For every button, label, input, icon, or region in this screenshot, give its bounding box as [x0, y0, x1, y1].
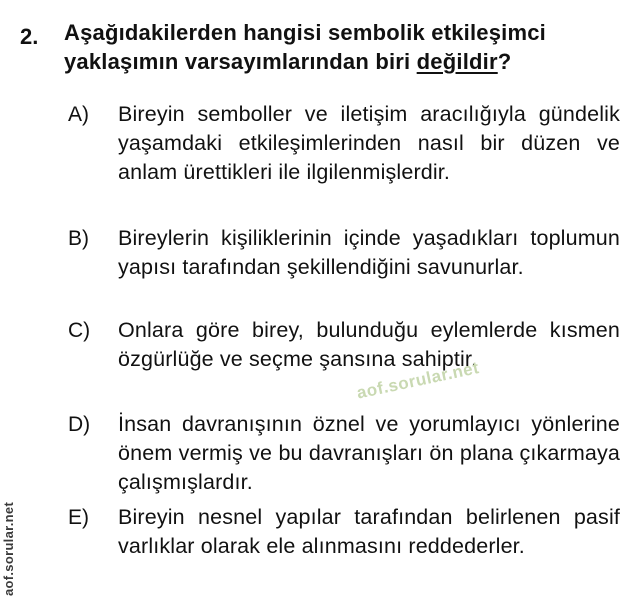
watermark-center: aof.sorular.net [355, 358, 481, 403]
option-text: İnsan davranışının öznel ve yorumlayıcı yönlerine önem vermiş ve bu davranışları ön plana çıkarmaya çalışmışlardır. [118, 412, 620, 494]
option-letter: B) [68, 227, 89, 250]
question-mark: ? [497, 49, 512, 74]
watermark-side: aof.sorular.net [1, 501, 16, 596]
option-text: Bireyin semboller ve iletişim aracılığıyla gündelik yaşamdaki etkileşimlerinden nasıl bir düzen ve anlam ürettikleri ile ilgilenmişlerdir. [118, 102, 620, 184]
option-letter: E) [68, 506, 89, 529]
option-text: Bireyin nesnel yapılar tarafından belirlenen pasif varlıklar olarak ele alınmasını reddederler. [118, 505, 620, 558]
question-number: 2. [20, 24, 39, 49]
option-letter: C) [68, 319, 91, 342]
option-text: Bireylerin kişiliklerinin içinde yaşadıkları toplumun yapısı tarafından şekillendiğini savunurlar. [118, 226, 620, 279]
option-letter: D) [68, 413, 91, 436]
option-text: Onlara göre birey, bulunduğu eylemlerde kısmen özgürlüğe ve seçme şansına sahiptir. [118, 318, 620, 371]
question-stem [64, 18, 624, 76]
question-text: Aşağıdakilerden hangisi sembolik etkileşimci yaklaşımın varsayımlarından biri [64, 20, 546, 74]
question-emphasis: değildir [416, 49, 498, 74]
option-letter: A) [68, 103, 89, 126]
